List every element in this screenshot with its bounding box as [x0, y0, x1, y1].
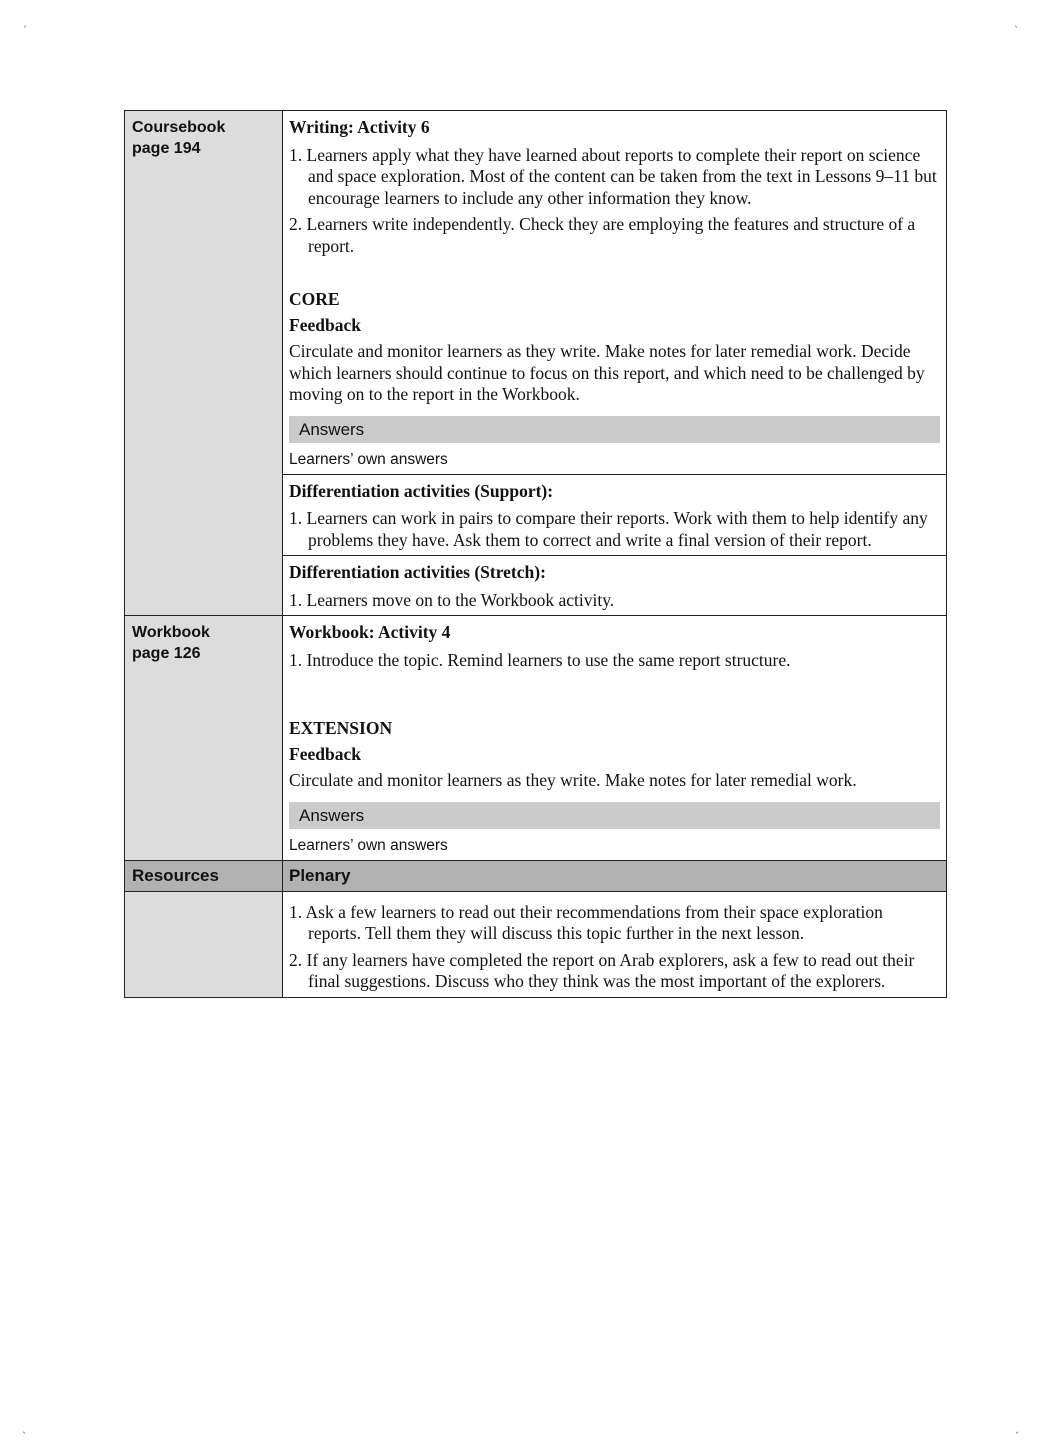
list-item: 1. Introduce the topic. Remind learners to use the same report structure. — [289, 649, 791, 670]
coursebook-writing-row — [125, 111, 947, 475]
workbook-feedback-text: Circulate and monitor learners as they write. Make notes for later remedial work. — [289, 770, 857, 790]
workbook-ref-page: page 126 — [132, 645, 201, 662]
feedback-heading: Feedback — [289, 314, 361, 335]
crop-mark-bottom-left: ˎ — [22, 1423, 27, 1434]
workbook-answers-bar: Answers — [289, 802, 940, 829]
list-item: 2. If any learners have completed the report on Arab explorers, ask a few to read out their final suggestions. Discuss who they think was the most important of the explorers. — [289, 949, 915, 991]
workbook-row — [125, 616, 947, 861]
plenary-header-row — [125, 860, 947, 891]
plenary-header: Plenary — [283, 860, 947, 891]
crop-mark-bottom-right: ˏ — [1014, 1423, 1019, 1434]
support-cell — [283, 474, 947, 556]
list-item: 1. Learners can work in pairs to compare their reports. Work with them to help identify any problems they have. Ask them to correct and write a final version of their report. — [289, 508, 928, 550]
answers-text: Learners’ own answers — [289, 450, 448, 468]
writing-activity-heading: Writing: Activity 6 — [289, 117, 430, 137]
stretch-heading: Differentiation activities (Stretch): — [289, 562, 546, 582]
writing-activity-list — [289, 145, 940, 258]
workbook-feedback-heading: Feedback — [289, 743, 361, 764]
coursebook-reference-cell — [125, 111, 283, 616]
lesson-plan-table — [124, 110, 947, 998]
list-item: 1. Learners apply what they have learned about reports to complete their report on science and space exploration. Most of the content can be taken from the text in Lessons 9–11 but encourage learners to include any other information they know. — [289, 144, 937, 208]
core-level-label: CORE — [289, 289, 340, 309]
stretch-cell — [283, 556, 947, 616]
workbook-activity-cell — [283, 616, 947, 861]
workbook-activity-heading: Workbook: Activity 4 — [289, 622, 451, 642]
resources-header: Resources — [125, 860, 283, 891]
writing-activity-cell — [283, 111, 947, 475]
answers-bar: Answers — [289, 416, 940, 443]
list-item: 1. Learners move on to the Workbook activity. — [289, 589, 615, 610]
plenary-cell — [283, 891, 947, 997]
coursebook-ref-page: page 194 — [132, 140, 201, 157]
feedback-text: Circulate and monitor learners as they write. Make notes for later remedial work. Decide which learners should continue to focus on this report, and which need to be challenged by moving on to the report in the Workbook. — [289, 341, 925, 404]
coursebook-ref-title: Coursebook — [132, 119, 226, 136]
plenary-body-row — [125, 891, 947, 997]
stretch-list — [289, 590, 940, 612]
crop-mark-top-left: ˏ — [22, 17, 27, 28]
workbook-answers-text: Learners’ own answers — [289, 836, 448, 854]
resources-cell — [125, 891, 283, 997]
crop-mark-top-right: ˎ — [1014, 17, 1019, 28]
workbook-ref-title: Workbook — [132, 624, 210, 641]
support-list — [289, 508, 940, 551]
list-item: 1. Ask a few learners to read out their recommendations from their space exploration reports. Tell them they will discuss this topic further in the next lesson. — [289, 901, 883, 943]
workbook-reference-cell — [125, 616, 283, 861]
plenary-list — [289, 902, 940, 993]
extension-level-label: EXTENSION — [289, 718, 393, 738]
list-item: 2. Learners write independently. Check they are employing the features and structure of a report. — [289, 214, 916, 256]
support-heading: Differentiation activities (Support): — [289, 480, 554, 501]
workbook-activity-list — [289, 650, 940, 672]
